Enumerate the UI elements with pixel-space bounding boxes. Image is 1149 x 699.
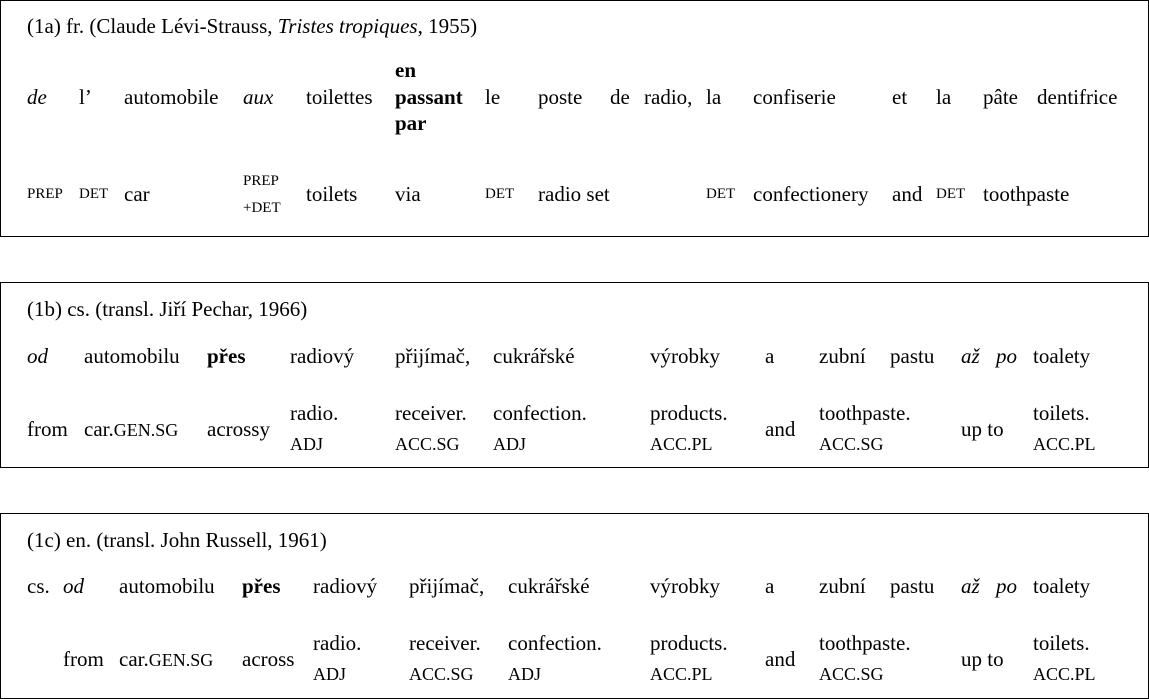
gloss-car-tag: GEN.SG — [148, 650, 214, 670]
word-po: po — [996, 344, 1017, 368]
header-prefix: (1a) fr. (Claude Lévi-Strauss, — [27, 14, 278, 38]
gloss-receiver-tag: ACC.SG — [395, 434, 460, 454]
word-radio: radio, — [644, 85, 693, 109]
gloss-confection-tag: ADJ — [493, 434, 527, 454]
gloss-car-tag: GEN.SG — [113, 420, 179, 440]
gloss-radio-tag: ADJ — [290, 434, 324, 454]
word-a: a — [765, 574, 775, 598]
gloss-det-3: DET — [706, 186, 736, 202]
gloss-across: across — [242, 647, 295, 671]
gloss-and: and — [765, 417, 796, 441]
word-de-2: de — [610, 85, 630, 109]
gloss-det: DET — [79, 186, 109, 202]
example-1a-panel — [0, 0, 1149, 237]
gloss-up-to: up to — [961, 417, 1004, 441]
word-l: l’ — [79, 85, 92, 109]
gloss-receiver-base: receiver. — [395, 401, 467, 425]
gloss-prep-2: PREP — [243, 173, 279, 189]
gloss-from: from — [27, 417, 68, 441]
gloss-car — [119, 649, 213, 670]
word-prijimac: přijímač, — [409, 574, 485, 598]
gloss-receiver-tag: ACC.SG — [409, 664, 474, 684]
gloss-toothpaste-tag: ACC.SG — [819, 664, 884, 684]
gloss-toilets: toilets — [306, 182, 358, 206]
gloss-confection-tag: ADJ — [508, 664, 542, 684]
word-cs: cs. — [27, 574, 50, 598]
gloss-toothpaste-tag: ACC.SG — [819, 434, 884, 454]
gloss-radio-tag: ADJ — [313, 664, 347, 684]
word-toilettes: toilettes — [306, 85, 373, 109]
gloss-plus-det: +DET — [243, 200, 281, 216]
word-pastu: pastu — [890, 574, 935, 598]
word-poste: poste — [538, 85, 583, 109]
gloss-products-tag: ACC.PL — [650, 664, 713, 684]
example-1c-header: (1c) en. (transl. John Russell, 1961) — [27, 528, 327, 552]
gloss-toilets-base: toilets. — [1033, 401, 1090, 425]
gloss-toothpaste: toothpaste — [983, 182, 1070, 206]
example-1b-panel — [0, 282, 1149, 468]
gloss-products-base: products. — [650, 401, 728, 425]
word-pres: přes — [207, 344, 246, 368]
gloss-radio-set: radio set — [538, 182, 610, 206]
word-et: et — [892, 85, 908, 109]
example-1b-header: (1b) cs. (transl. Jiří Pechar, 1966) — [27, 297, 308, 321]
gloss-radio-base: radio. — [313, 631, 362, 655]
word-dentifrice: dentifrice — [1037, 85, 1118, 109]
word-prijimac: přijímač, — [395, 344, 471, 368]
word-automobilu: automobilu — [119, 574, 215, 598]
gloss-car-base: car. — [84, 417, 114, 441]
word-cukrarske: cukrářské — [493, 344, 575, 368]
word-le: le — [485, 85, 501, 109]
gloss-receiver-base: receiver. — [409, 631, 481, 655]
word-zubni: zubní — [819, 344, 866, 368]
word-confiserie: confiserie — [753, 85, 836, 109]
word-pres: přes — [242, 574, 281, 598]
gloss-toilets-base: toilets. — [1033, 631, 1090, 655]
word-az: až — [961, 344, 980, 368]
gloss-radio-base: radio. — [290, 401, 339, 425]
example-1c-panel — [0, 513, 1149, 699]
word-toalety: toalety — [1033, 574, 1091, 598]
word-a: a — [765, 344, 775, 368]
gloss-confection-base: confection. — [493, 401, 587, 425]
word-passant: passant — [395, 85, 463, 109]
header-suffix: , 1955) — [417, 14, 478, 38]
word-radiovy: radiový — [290, 344, 355, 368]
word-par: par — [395, 111, 427, 135]
gloss-det-4: DET — [936, 186, 966, 202]
word-po: po — [996, 574, 1017, 598]
word-pate: pâte — [983, 85, 1018, 109]
gloss-toilets-tag: ACC.PL — [1033, 434, 1096, 454]
word-la-2: la — [936, 85, 952, 109]
gloss-toothpaste-base: toothpaste. — [819, 401, 911, 425]
word-zubni: zubní — [819, 574, 866, 598]
word-en: en — [395, 58, 416, 82]
word-od: od — [27, 344, 48, 368]
word-cukrarske: cukrářské — [508, 574, 590, 598]
gloss-products-tag: ACC.PL — [650, 434, 713, 454]
word-pastu: pastu — [890, 344, 935, 368]
word-toalety: toalety — [1033, 344, 1091, 368]
gloss-up-to: up to — [961, 647, 1004, 671]
gloss-confectionery: confectionery — [753, 182, 869, 206]
book-title: Tristes tropiques — [277, 14, 418, 38]
word-automobilu: automobilu — [84, 344, 180, 368]
gloss-products-base: products. — [650, 631, 728, 655]
word-de: de — [27, 85, 47, 109]
word-la: la — [706, 85, 722, 109]
gloss-via: via — [395, 182, 421, 206]
gloss-confection-base: confection. — [508, 631, 602, 655]
gloss-acrossy: acrossy — [207, 417, 270, 441]
gloss-car: car — [124, 182, 150, 206]
example-1a-header — [27, 16, 477, 37]
word-automobile: automobile — [124, 85, 219, 109]
word-vyrobky: výrobky — [650, 574, 720, 598]
gloss-toothpaste-base: toothpaste. — [819, 631, 911, 655]
gloss-toilets-tag: ACC.PL — [1033, 664, 1096, 684]
gloss-and: and — [892, 182, 923, 206]
word-radiovy: radiový — [313, 574, 378, 598]
gloss-car — [84, 419, 178, 440]
gloss-and: and — [765, 647, 796, 671]
word-aux: aux — [243, 85, 274, 109]
word-az: až — [961, 574, 980, 598]
word-vyrobky: výrobky — [650, 344, 720, 368]
gloss-car-base: car. — [119, 647, 149, 671]
gloss-from: from — [63, 647, 104, 671]
gloss-prep: PREP — [27, 186, 63, 202]
word-od: od — [63, 574, 84, 598]
gloss-det-2: DET — [485, 186, 515, 202]
